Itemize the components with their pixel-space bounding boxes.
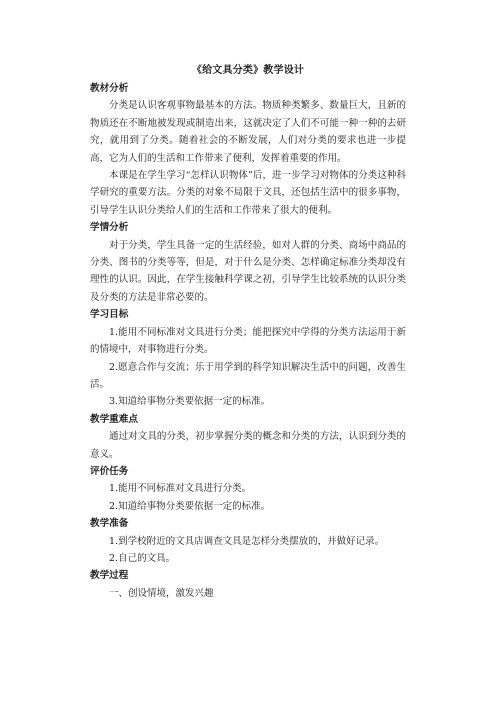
document-body [90,80,406,602]
list-item: 2.愿意合作与交流；乐于用学到的科学知识解决生活中的问题，改善生活。 [90,361,406,390]
section-heading-textbook-analysis: 教材分析 [90,83,129,94]
paragraph: 本课是在学生学习“怎样认识物体”后，进一步学习对物体的分类这种科学研究的重要方法。分类的对象不局限于文具，还包括生活中的很多事物，引导学生认识分类给人们的生活和工作带来了很大的便利。 [90,170,406,216]
section-heading-key-points: 教学重难点 [90,413,138,425]
section-heading-preparation: 教学准备 [90,518,129,530]
section-heading-evaluation-tasks: 评价任务 [90,465,129,477]
list-item: 一、创设情境，激发兴趣 [109,587,214,599]
paragraph: 通过对文具的分类，初步掌握分类的概念和分类的方法，认识到分类的意义。 [90,431,406,460]
document-title: 《给文具分类》教学设计 [191,65,305,76]
section-heading-teaching-process: 教学过程 [90,570,129,582]
list-item: 1.到学校附近的文具店调查文具是怎样分类摆放的，并做好记录。 [109,535,385,547]
paragraph: 对于分类，学生具备一定的生活经验，如对人群的分类、商场中商品的分类、图书的分类等等，但是，对于什么是分类、怎样确定标准分类却没有理性的认识。因此，在学生接触科学课之初，引导学生比较系统的认识分类及分类的方法是非常必要的。 [90,239,406,303]
section-heading-learner-analysis: 学情分析 [90,222,129,234]
list-item: 1.能用不同标准对文具进行分类。 [109,483,252,495]
list-item: 1.能用不同标准对文具进行分类；能把探究中学得的分类方法运用于新的情境中，对事物进行分类。 [90,326,406,356]
list-item: 2.知道给事物分类要依据一定的标准。 [109,500,271,512]
paragraph: 分类是认识客观事物最基本的方法。物质种类繁多、数量巨大，且新的物质还在不断地被发现或制造出来，这就决定了人们不可能一种一种的去研究，就用到了分类。随着社会的不断发展，人们对分类的要求也进一步提高，它为人们的生活和工作带来了便利，发挥着重要的作用。 [90,100,406,164]
section-heading-learning-goals: 学习目标 [90,309,129,321]
list-item: 3.知道给事物分类要依据一定的标准。 [109,396,271,408]
list-item: 2.自己的文具。 [109,552,176,564]
